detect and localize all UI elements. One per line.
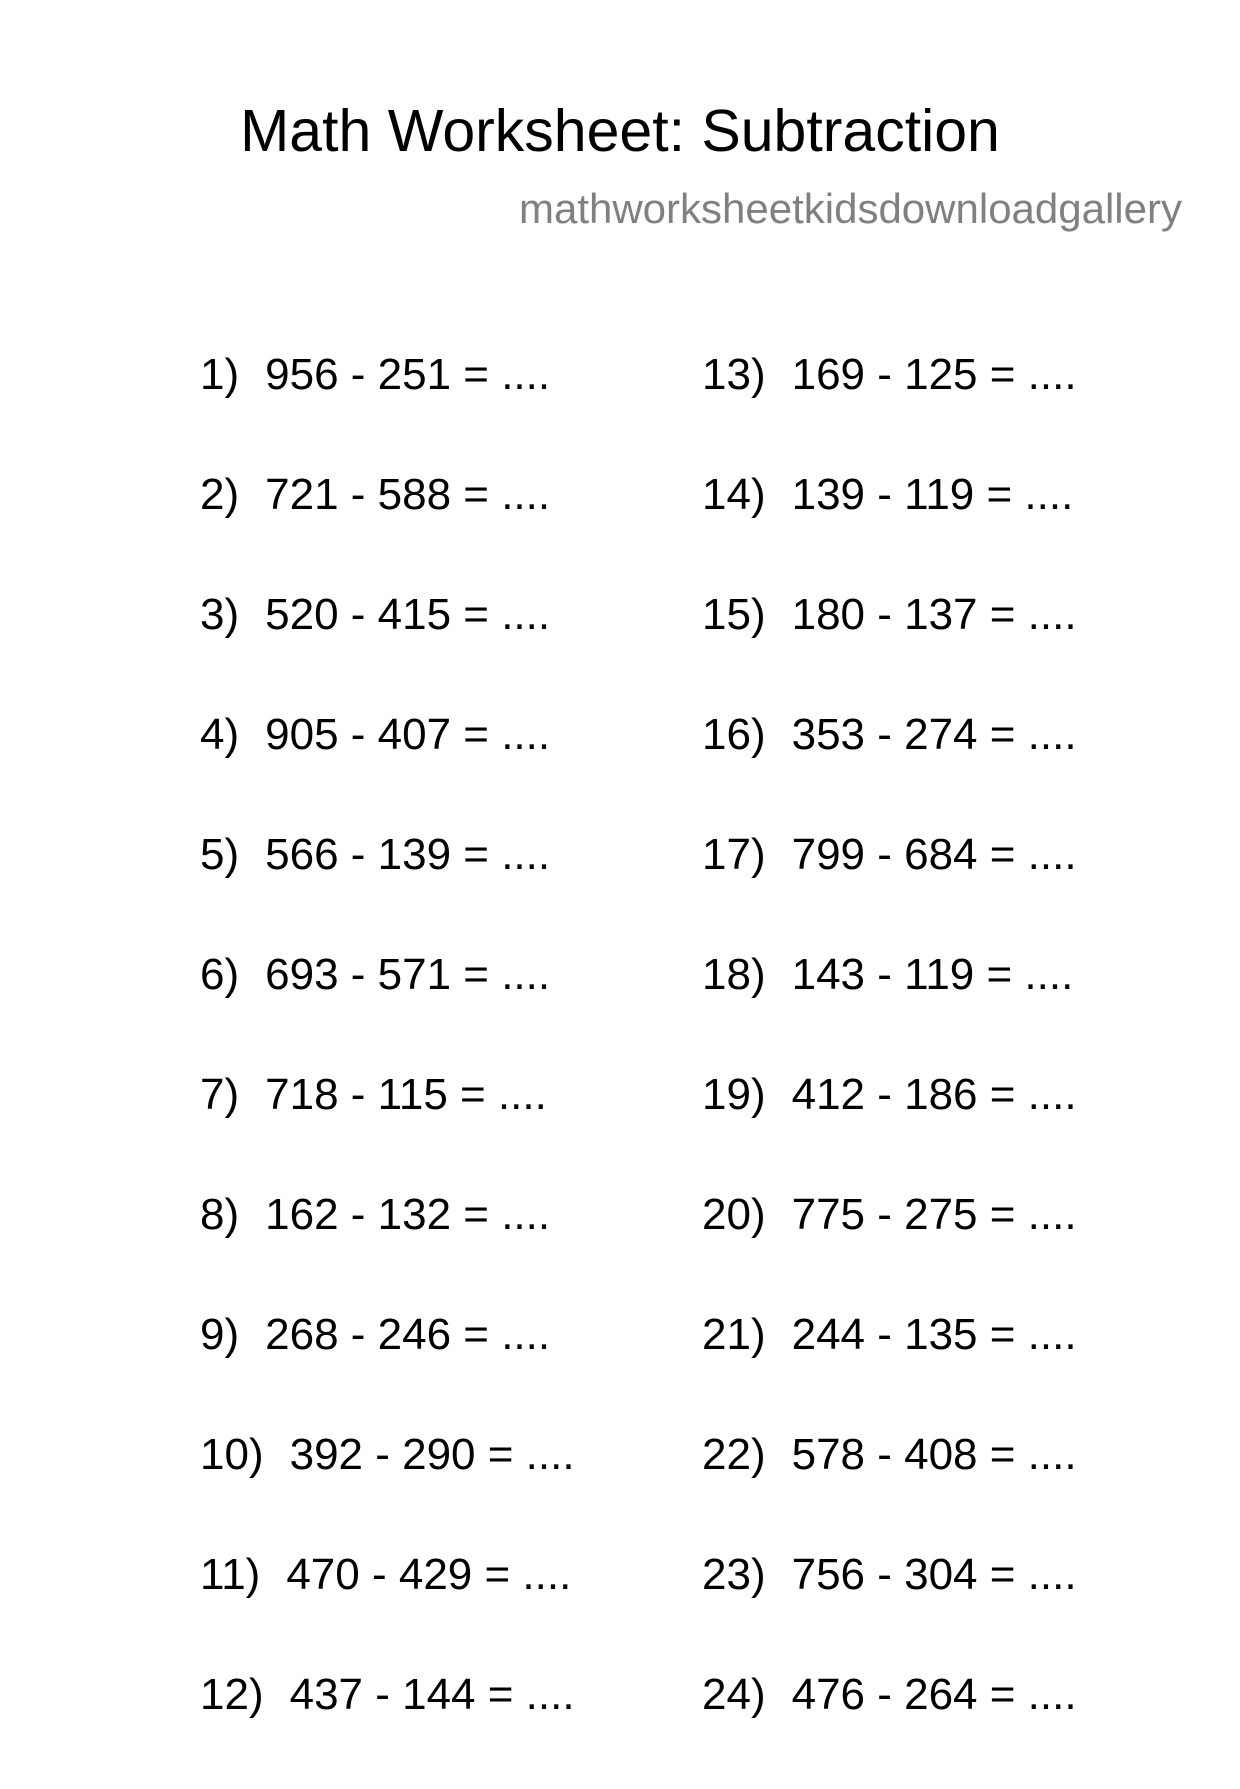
problem-number: 17) [702, 830, 766, 879]
problem-expression: 412 - 186 = .... [791, 1070, 1077, 1119]
problem-number: 3) [200, 590, 240, 639]
problem-expression: 756 - 304 = .... [791, 1550, 1077, 1599]
problem-item [702, 349, 1077, 469]
problem-number: 23) [702, 1550, 766, 1599]
problem-expression: 162 - 132 = .... [265, 1190, 551, 1239]
problem-item [702, 1069, 1077, 1189]
problem-number: 21) [702, 1310, 766, 1359]
problem-item [200, 1549, 575, 1669]
problem-expression: 718 - 115 = .... [265, 1070, 547, 1119]
problem-expression: 268 - 246 = .... [265, 1310, 551, 1359]
problem-expression: 578 - 408 = .... [791, 1430, 1077, 1479]
problem-number: 5) [200, 830, 240, 879]
problem-item [702, 709, 1077, 829]
problem-item [702, 829, 1077, 949]
problem-item [200, 589, 575, 709]
problem-number: 4) [200, 710, 240, 759]
problem-item [200, 1189, 575, 1309]
problem-item [702, 1189, 1077, 1309]
problem-list-left [200, 349, 575, 1789]
problem-expression: 143 - 119 = .... [791, 950, 1074, 999]
problem-number: 2) [200, 470, 240, 519]
problem-expression: 437 - 144 = .... [289, 1670, 575, 1719]
problem-item [200, 709, 575, 829]
problem-item [200, 1069, 575, 1189]
problem-expression: 169 - 125 = .... [791, 350, 1077, 399]
problem-number: 22) [702, 1430, 766, 1479]
problem-number: 13) [702, 350, 766, 399]
problem-item [200, 1429, 575, 1549]
problem-item [702, 1429, 1077, 1549]
problem-number: 14) [702, 470, 766, 519]
problem-item [702, 1549, 1077, 1669]
problem-expression: 180 - 137 = .... [791, 590, 1077, 639]
problem-expression: 520 - 415 = .... [265, 590, 551, 639]
problem-item [702, 1669, 1077, 1789]
problem-expression: 956 - 251 = .... [265, 350, 551, 399]
problem-expression: 905 - 407 = .... [265, 710, 551, 759]
problem-expression: 476 - 264 = .... [791, 1670, 1077, 1719]
problem-expression: 693 - 571 = .... [265, 950, 551, 999]
problem-number: 18) [702, 950, 766, 999]
problem-number: 19) [702, 1070, 766, 1119]
problem-expression: 392 - 290 = .... [289, 1430, 575, 1479]
problem-list-right [702, 349, 1077, 1789]
problem-number: 11) [200, 1550, 261, 1599]
problem-number: 10) [200, 1430, 264, 1479]
problem-number: 9) [200, 1310, 240, 1359]
problem-item [200, 1669, 575, 1789]
problem-item [200, 829, 575, 949]
problem-number: 1) [200, 350, 240, 399]
problem-expression: 244 - 135 = .... [791, 1310, 1077, 1359]
problem-expression: 566 - 139 = .... [265, 830, 551, 879]
problem-expression: 721 - 588 = .... [265, 470, 551, 519]
problem-item [702, 469, 1077, 589]
worksheet-subtitle: mathworksheetkidsdownloadgallery [518, 185, 1182, 232]
problem-item [200, 1309, 575, 1429]
problem-expression: 353 - 274 = .... [791, 710, 1077, 759]
problem-number: 8) [200, 1190, 240, 1239]
problem-item [702, 589, 1077, 709]
problem-item [200, 349, 575, 469]
problem-number: 6) [200, 950, 240, 999]
problem-number: 20) [702, 1190, 766, 1239]
problem-number: 12) [200, 1670, 264, 1719]
problem-expression: 470 - 429 = .... [286, 1550, 572, 1599]
problem-item [200, 949, 575, 1069]
problem-expression: 799 - 684 = .... [791, 830, 1077, 879]
problem-item [702, 1309, 1077, 1429]
problem-expression: 139 - 119 = .... [791, 470, 1074, 519]
problem-expression: 775 - 275 = .... [791, 1190, 1077, 1239]
problem-number: 15) [702, 590, 766, 639]
problem-item [702, 949, 1077, 1069]
problem-number: 7) [200, 1070, 240, 1119]
problem-number: 16) [702, 710, 766, 759]
problem-item [200, 469, 575, 589]
worksheet-title: Math Worksheet: Subtraction [240, 98, 1000, 164]
problem-number: 24) [702, 1670, 766, 1719]
